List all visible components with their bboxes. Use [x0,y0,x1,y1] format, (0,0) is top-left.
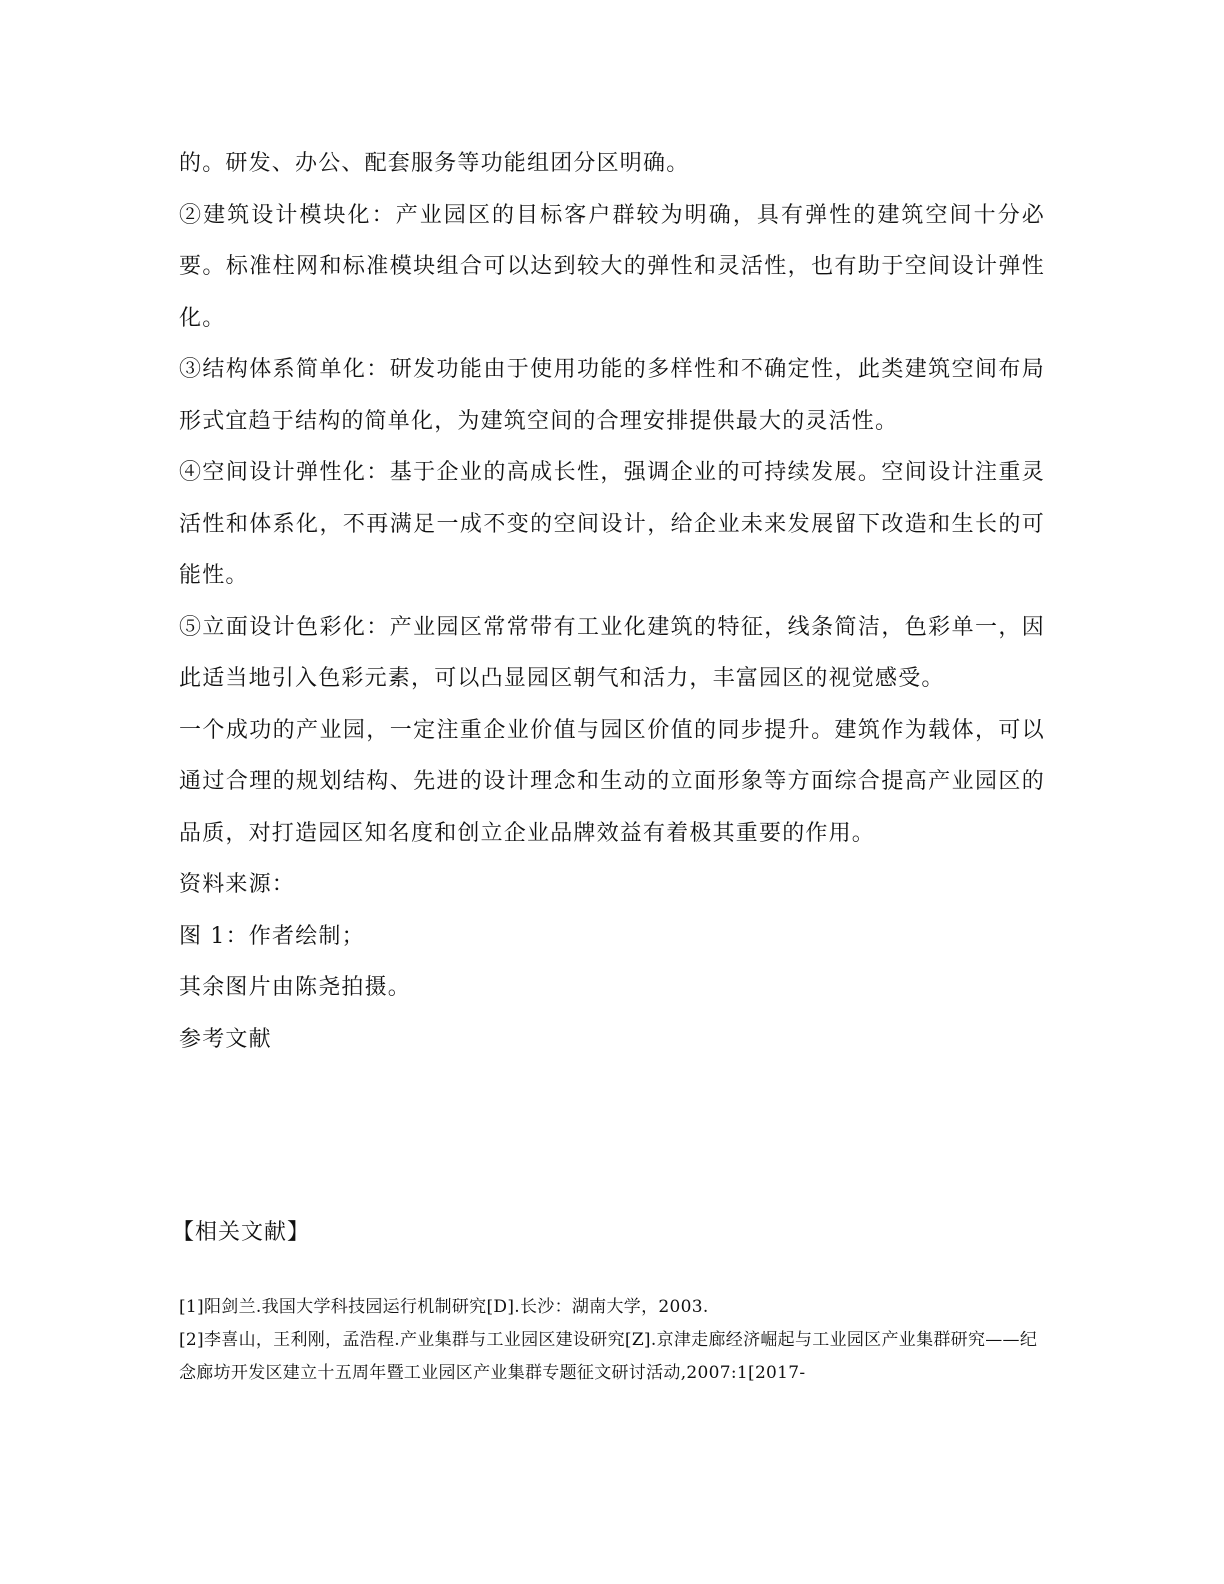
paragraph-conclusion: 一个成功的产业园，一定注重企业价值与园区价值的同步提升。建筑作为载体，可以通过合理的规划结构、先进的设计理念和生动的立面形象等方面综合提高产业园区的品质，对打造园区知名度和创立企业品牌效益有着极其重要的作用。 [179,717,1045,846]
reference-list [179,1291,1045,1390]
paragraph-continuation: 的。研发、办公、配套服务等功能组团分区明确。 [179,151,690,176]
paragraph-modular-design: ②建筑设计模块化：产业园区的目标客户群较为明确，具有弹性的建筑空间十分必要。标准柱网和标准模块组合可以达到较大的弹性和灵活性，也有助于空间设计弹性化。 [179,202,1045,331]
paragraph-space-flexibility: ④空间设计弹性化：基于企业的高成长性，强调企业的可持续发展。空间设计注重灵活性和体系化，不再满足一成不变的空间设计，给企业未来发展留下改造和生长的可能性。 [179,460,1045,588]
source-other-images: 其余图片由陈尧拍摄。 [179,975,412,1000]
references-label: 参考文献 [179,1026,272,1052]
related-literature-heading: 【相关文献】 [172,1220,311,1245]
source-figure-1: 图 1：作者绘制； [179,923,365,949]
body-text [179,138,1045,1065]
reference-item: [2]李喜山，王利刚，孟浩程.产业集群与工业园区建设研究[Z].京津走廊经济崛起与工业园区产业集群研究——纪念廊坊开发区建立十五周年暨工业园区产业集群专题征文研讨活动,2007:1[2017- [179,1330,1038,1383]
reference-item: [1]阳剑兰.我国大学科技园运行机制研究[D].长沙：湖南大学，2003. [179,1297,709,1317]
paragraph-facade-color: ⑤立面设计色彩化：产业园区常常带有工业化建筑的特征，线条简洁，色彩单一，因此适当地引入色彩元素，可以凸显园区朝气和活力，丰富园区的视觉感受。 [179,614,1045,691]
sources-label: 资料来源： [179,872,296,897]
paragraph-structure-simplification: ③结构体系简单化：研发功能由于使用功能的多样性和不确定性，此类建筑空间布局形式宜趋于结构的简单化，为建筑空间的合理安排提供最大的灵活性。 [179,357,1045,434]
